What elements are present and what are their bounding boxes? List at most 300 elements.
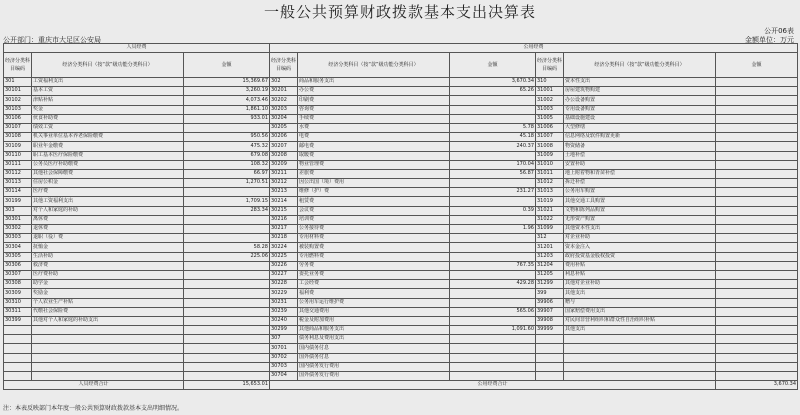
cell-amount	[716, 261, 798, 270]
cell-code: 30227	[270, 270, 298, 279]
cell-amount: 950.56	[184, 133, 270, 142]
cell-name: 伙食补助费	[32, 114, 184, 123]
cell-amount	[450, 234, 536, 243]
cell-name: 奖励金	[32, 289, 184, 298]
cell-code: 312	[536, 234, 564, 243]
cell-code: 30206	[270, 133, 298, 142]
cell-amount	[184, 353, 270, 362]
cell-amount	[716, 298, 798, 307]
cell-amount	[450, 335, 536, 344]
cell-code: 31013	[536, 188, 564, 197]
cell-amount	[716, 362, 798, 371]
cell-code: 30111	[4, 160, 32, 169]
cell-amount	[450, 252, 536, 261]
cell-name: 邮电费	[298, 142, 450, 151]
cell-code: 31011	[536, 169, 564, 178]
cell-name: 公务用车购置	[564, 188, 716, 197]
cell-amount	[184, 215, 270, 224]
cell-code: 31008	[536, 142, 564, 151]
cell-code: 31006	[536, 123, 564, 132]
cell-code: 30303	[4, 234, 32, 243]
col-header-amount: 金额	[716, 53, 798, 78]
cell-code: 31001	[536, 87, 564, 96]
cell-amount	[450, 105, 536, 114]
cell-code: 30217	[270, 225, 298, 234]
table-row	[4, 133, 798, 142]
cell-amount	[450, 179, 536, 188]
cell-amount	[716, 326, 798, 335]
cell-code: 30214	[270, 197, 298, 206]
cell-amount	[716, 344, 798, 353]
cell-code: 31007	[536, 133, 564, 142]
cell-amount	[184, 335, 270, 344]
cell-name: 因公出国（境）费用	[298, 179, 450, 188]
cell-code: 39906	[536, 298, 564, 307]
cell-amount	[716, 234, 798, 243]
cell-name: 债务利息及费用支出	[298, 335, 450, 344]
cell-name: 其他工资福利支出	[32, 197, 184, 206]
cell-amount: 65.26	[450, 87, 536, 96]
table-row	[4, 307, 798, 316]
cell-name: 物业管理费	[298, 160, 450, 169]
table-row	[4, 114, 798, 123]
table-row	[4, 326, 798, 335]
cell-code: 30304	[4, 243, 32, 252]
cell-code: 39999	[536, 326, 564, 335]
cell-name	[564, 335, 716, 344]
cell-name: 对个人和家庭的补助	[32, 206, 184, 215]
table-row	[4, 280, 798, 289]
cell-amount	[184, 234, 270, 243]
cell-amount	[716, 78, 798, 87]
cell-name: 会议费	[298, 206, 450, 215]
cell-code: 30215	[270, 206, 298, 215]
cell-code	[536, 335, 564, 344]
cell-amount	[450, 289, 536, 298]
cell-name: 助学金	[32, 280, 184, 289]
cell-name: 土地补偿	[564, 151, 716, 160]
cell-code: 30229	[270, 289, 298, 298]
table-number: 公开06表	[764, 27, 794, 35]
cell-name	[32, 344, 184, 353]
cell-amount	[184, 307, 270, 316]
cell-amount	[716, 280, 798, 289]
table-row	[4, 225, 798, 234]
cell-name: 利息补贴	[564, 270, 716, 279]
cell-code: 31022	[536, 215, 564, 224]
cell-name: 对民间非营利组织和群众性自治组织补贴	[564, 316, 716, 325]
table-row	[4, 188, 798, 197]
cell-amount	[184, 261, 270, 270]
cell-name: 赠与	[564, 298, 716, 307]
cell-name: 公务员医疗补助缴费	[32, 160, 184, 169]
cell-name	[32, 372, 184, 381]
cell-amount: 3,260.19	[184, 87, 270, 96]
cell-amount	[716, 105, 798, 114]
cell-name: 救济费	[32, 261, 184, 270]
cell-code	[4, 335, 32, 344]
cell-amount	[716, 307, 798, 316]
cell-name: 培训费	[298, 215, 450, 224]
cell-name: 物资储备	[564, 142, 716, 151]
cell-code: 30110	[4, 151, 32, 160]
cell-code: 30106	[4, 114, 32, 123]
cell-code: 30704	[270, 372, 298, 381]
cell-amount: 170.04	[450, 160, 536, 169]
cell-amount	[450, 243, 536, 252]
cell-code: 30109	[4, 142, 32, 151]
cell-code: 30208	[270, 151, 298, 160]
cell-amount	[716, 206, 798, 215]
totals-row	[4, 381, 798, 390]
cell-name: 退休费	[32, 225, 184, 234]
cell-amount	[716, 372, 798, 381]
cell-amount	[716, 215, 798, 224]
cell-code: 302	[270, 78, 298, 87]
cell-amount	[716, 243, 798, 252]
department-label: 公开部门：重庆市大足区公安局	[3, 36, 101, 44]
cell-name: 国外债务发行费用	[298, 372, 450, 381]
unit-label: 金额单位：万元	[745, 36, 794, 44]
cell-name: 文物和陈列品购置	[564, 206, 716, 215]
cell-name: 国内债务付息	[298, 344, 450, 353]
cell-amount	[184, 270, 270, 279]
cell-name: 专用燃料费	[298, 252, 450, 261]
cell-amount	[184, 298, 270, 307]
table-row	[4, 215, 798, 224]
table-row	[4, 316, 798, 325]
cell-amount	[184, 344, 270, 353]
cell-name: 其他支出	[564, 326, 716, 335]
cell-code	[536, 344, 564, 353]
table-row	[4, 261, 798, 270]
col-header-name: 经济分类科目（按“款”级功能分类科目）	[32, 53, 184, 78]
cell-name: 基础设施建设	[564, 114, 716, 123]
cell-code: 30101	[4, 87, 32, 96]
cell-code	[536, 372, 564, 381]
table-row	[4, 87, 798, 96]
cell-code: 30114	[4, 188, 32, 197]
cell-code: 30702	[270, 353, 298, 362]
cell-code: 30201	[270, 87, 298, 96]
cell-amount: 108.32	[184, 160, 270, 169]
cell-code: 30305	[4, 252, 32, 261]
cell-code: 31201	[536, 243, 564, 252]
cell-amount	[716, 114, 798, 123]
cell-amount	[716, 316, 798, 325]
cell-code: 30218	[270, 234, 298, 243]
cell-amount	[450, 270, 536, 279]
cell-name	[564, 362, 716, 371]
cell-name: 咨询费	[298, 105, 450, 114]
cell-name: 职工基本医疗保险缴费	[32, 151, 184, 160]
cell-amount	[716, 169, 798, 178]
cell-amount	[450, 316, 536, 325]
cell-amount	[716, 225, 798, 234]
table-row	[4, 160, 798, 169]
cell-code: 31099	[536, 225, 564, 234]
personnel-total-value: 15,653.01	[184, 381, 270, 390]
cell-name: 国家赔偿费用支出	[564, 307, 716, 316]
cell-amount	[716, 160, 798, 169]
cell-code: 30299	[270, 326, 298, 335]
cell-amount	[450, 298, 536, 307]
cell-name	[564, 372, 716, 381]
cell-amount	[184, 123, 270, 132]
cell-code: 30107	[4, 123, 32, 132]
table-row	[4, 123, 798, 132]
cell-code: 307	[270, 335, 298, 344]
cell-code: 30225	[270, 252, 298, 261]
cell-name: 职业年金缴费	[32, 142, 184, 151]
cell-amount	[184, 326, 270, 335]
cell-amount	[450, 353, 536, 362]
cell-name: 政府投资基金股权投资	[564, 252, 716, 261]
cell-name: 费用补贴	[564, 261, 716, 270]
cell-name: 地上附着物和青苗补偿	[564, 169, 716, 178]
table-row	[4, 78, 798, 87]
cell-name: 差旅费	[298, 169, 450, 178]
cell-code: 30212	[270, 179, 298, 188]
cell-name: 专用材料费	[298, 234, 450, 243]
cell-name: 其他资本性支出	[564, 225, 716, 234]
cell-amount: 283.34	[184, 206, 270, 215]
cell-code	[4, 372, 32, 381]
cell-code: 31003	[536, 105, 564, 114]
cell-name: 办公费	[298, 87, 450, 96]
col-header-name: 经济分类科目（按“款”级功能分类科目）	[298, 53, 450, 78]
cell-name: 无形资产购置	[564, 215, 716, 224]
table-row	[4, 96, 798, 105]
cell-amount: 1,270.51	[184, 179, 270, 188]
cell-code: 30301	[4, 215, 32, 224]
cell-amount: 679.08	[184, 151, 270, 160]
cell-name: 基本工资	[32, 87, 184, 96]
public-total-value: 3,670.34	[716, 381, 798, 390]
cell-name: 工资福利支出	[32, 78, 184, 87]
cell-name: 其他交通费用	[298, 307, 450, 316]
cell-name: 工会经费	[298, 280, 450, 289]
cell-code: 39908	[536, 316, 564, 325]
cell-amount	[716, 188, 798, 197]
table-row	[4, 105, 798, 114]
cell-name: 退职（役）费	[32, 234, 184, 243]
cell-amount	[716, 335, 798, 344]
cell-code: 30211	[270, 169, 298, 178]
cell-code: 30306	[4, 261, 32, 270]
table-row	[4, 142, 798, 151]
table-row	[4, 234, 798, 243]
cell-amount: 565.06	[450, 307, 536, 316]
cell-amount	[184, 280, 270, 289]
table-row	[4, 344, 798, 353]
cell-code: 30302	[4, 225, 32, 234]
cell-amount	[450, 197, 536, 206]
cell-amount: 4,073.46	[184, 96, 270, 105]
cell-amount: 15,369.67	[184, 78, 270, 87]
cell-amount	[184, 372, 270, 381]
cell-name: 津贴补贴	[32, 96, 184, 105]
page-title: 一般公共预算财政拨款基本支出决算表	[263, 3, 536, 21]
cell-amount	[716, 142, 798, 151]
cell-name: 劳务费	[298, 261, 450, 270]
table-row	[4, 372, 798, 381]
cell-code: 31005	[536, 114, 564, 123]
cell-name: 资本性支出	[564, 78, 716, 87]
cell-code	[4, 326, 32, 335]
cell-code: 31205	[536, 270, 564, 279]
cell-code: 30204	[270, 114, 298, 123]
cell-name	[32, 326, 184, 335]
table-row	[4, 179, 798, 188]
col-header-amount: 金额	[450, 53, 536, 78]
cell-code: 30203	[270, 105, 298, 114]
cell-name: 抚恤金	[32, 243, 184, 252]
table-row	[4, 243, 798, 252]
cell-amount	[450, 215, 536, 224]
cell-amount: 66.97	[184, 169, 270, 178]
cell-code: 30216	[270, 215, 298, 224]
cell-code: 301	[4, 78, 32, 87]
cell-code: 30207	[270, 142, 298, 151]
cell-name	[32, 353, 184, 362]
cell-name: 绩效工资	[32, 123, 184, 132]
table-row	[4, 270, 798, 279]
cell-code: 31299	[536, 280, 564, 289]
cell-code: 310	[536, 78, 564, 87]
cell-code: 31203	[536, 252, 564, 261]
cell-amount: 1,091.60	[450, 326, 536, 335]
cell-name: 印刷费	[298, 96, 450, 105]
cell-name	[32, 362, 184, 371]
cell-amount	[716, 353, 798, 362]
cell-code: 31009	[536, 151, 564, 160]
cell-amount	[716, 197, 798, 206]
cell-amount	[450, 151, 536, 160]
cell-amount	[184, 188, 270, 197]
cell-amount: 933.01	[184, 114, 270, 123]
cell-code: 303	[4, 206, 32, 215]
public-group-header: 公用经费	[270, 44, 798, 53]
col-header-code: 经济分类科目编码	[536, 53, 564, 78]
cell-code: 31002	[536, 96, 564, 105]
cell-name	[564, 344, 716, 353]
cell-amount: 225.06	[184, 252, 270, 261]
cell-code: 399	[536, 289, 564, 298]
table-body	[4, 78, 798, 381]
cell-code: 30226	[270, 261, 298, 270]
personnel-total-label: 人员经费合计	[4, 381, 184, 390]
cell-name: 房屋建筑物购建	[564, 87, 716, 96]
cell-code: 30311	[4, 307, 32, 316]
cell-name: 其他商品和服务支出	[298, 326, 450, 335]
cell-amount	[716, 87, 798, 96]
cell-code: 30399	[4, 316, 32, 325]
table-row	[4, 206, 798, 215]
col-header-code: 经济分类科目编码	[4, 53, 32, 78]
cell-name: 信息网络及软件购置更新	[564, 133, 716, 142]
col-header-amount: 金额	[184, 53, 270, 78]
cell-amount	[450, 372, 536, 381]
cell-name: 电费	[298, 133, 450, 142]
cell-name: 其他社会保障缴费	[32, 169, 184, 178]
cell-amount: 56.87	[450, 169, 536, 178]
cell-amount	[450, 362, 536, 371]
cell-code: 30231	[270, 298, 298, 307]
cell-name: 医疗费补助	[32, 270, 184, 279]
cell-code: 30240	[270, 316, 298, 325]
cell-amount	[716, 270, 798, 279]
cell-amount	[716, 252, 798, 261]
cell-name: 安置补助	[564, 160, 716, 169]
cell-name: 机关事业单位基本养老保险缴费	[32, 133, 184, 142]
cell-name: 医疗费	[32, 188, 184, 197]
table-row	[4, 353, 798, 362]
cell-code	[536, 353, 564, 362]
cell-amount	[450, 344, 536, 353]
cell-code: 30112	[4, 169, 32, 178]
col-header-code: 经济分类科目编码	[270, 53, 298, 78]
cell-code	[536, 362, 564, 371]
cell-code	[4, 353, 32, 362]
cell-code: 31019	[536, 197, 564, 206]
cell-name: 代缴社会保险费	[32, 307, 184, 316]
cell-amount	[184, 362, 270, 371]
cell-amount: 45.18	[450, 133, 536, 142]
cell-name: 办公设备购置	[564, 96, 716, 105]
cell-name: 专用设备购置	[564, 105, 716, 114]
cell-code: 31204	[536, 261, 564, 270]
cell-amount: 1,861.10	[184, 105, 270, 114]
cell-amount	[184, 289, 270, 298]
cell-name: 手续费	[298, 114, 450, 123]
cell-code: 30202	[270, 96, 298, 105]
public-total-label: 公用经费合计	[270, 381, 716, 390]
expenditure-table	[3, 43, 798, 390]
cell-code: 30209	[270, 160, 298, 169]
cell-name: 拆迁补偿	[564, 179, 716, 188]
cell-name: 个人农业生产补贴	[32, 298, 184, 307]
cell-amount: 58.28	[184, 243, 270, 252]
cell-amount: 767.35	[450, 261, 536, 270]
cell-code: 30213	[270, 188, 298, 197]
cell-amount: 231.27	[450, 188, 536, 197]
cell-amount: 3,670.34	[450, 78, 536, 87]
cell-name: 公务接待费	[298, 225, 450, 234]
cell-name: 维修（护）费	[298, 188, 450, 197]
cell-code: 31021	[536, 206, 564, 215]
col-header-name: 经济分类科目（按“款”级功能分类科目）	[564, 53, 716, 78]
cell-amount	[716, 123, 798, 132]
cell-code: 30103	[4, 105, 32, 114]
cell-code: 30102	[4, 96, 32, 105]
cell-amount: 475.32	[184, 142, 270, 151]
cell-code: 30308	[4, 280, 32, 289]
cell-name: 公务用车运行维护费	[298, 298, 450, 307]
cell-code: 31010	[536, 160, 564, 169]
cell-code: 30205	[270, 123, 298, 132]
table-row	[4, 252, 798, 261]
cell-name: 住房公积金	[32, 179, 184, 188]
cell-code: 30307	[4, 270, 32, 279]
table-row	[4, 197, 798, 206]
cell-code	[4, 344, 32, 353]
cell-name: 租赁费	[298, 197, 450, 206]
cell-code: 30239	[270, 307, 298, 316]
cell-amount: 1,709.15	[184, 197, 270, 206]
cell-name: 离休费	[32, 215, 184, 224]
cell-name: 对企业补助	[564, 234, 716, 243]
